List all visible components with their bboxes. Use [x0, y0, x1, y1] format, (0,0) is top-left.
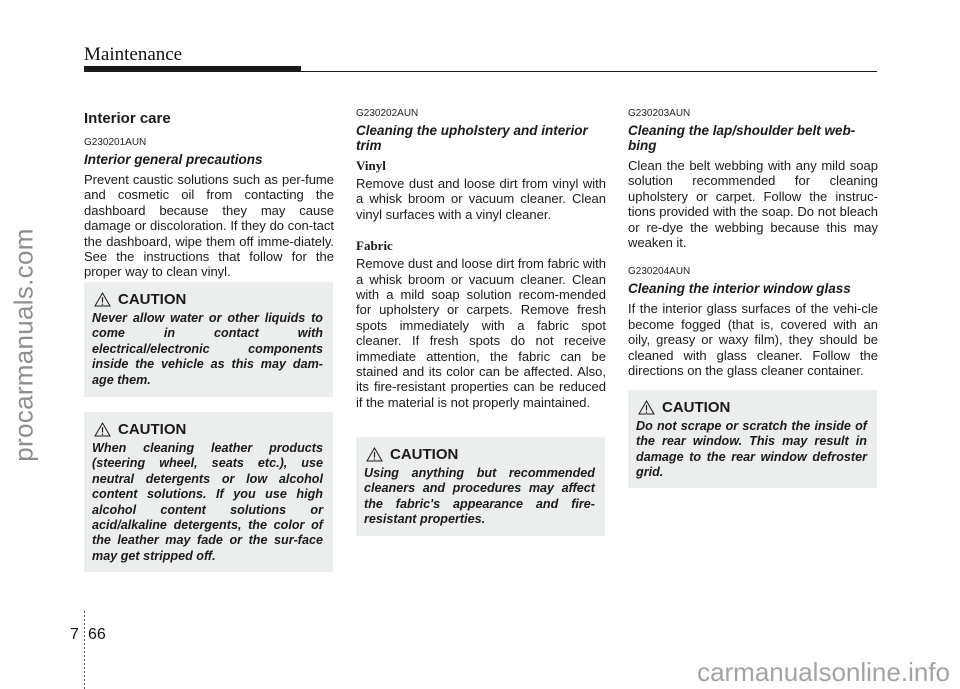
watermark-left: [0, 0, 48, 689]
warning-triangle-icon: [638, 400, 655, 415]
caution-text: When cleaning leather products (steering wheel, seats etc.), use neutral detergents or low alcohol content solutions. If you use high alcohol content solutions or acid/alkaline detergents, the color of the leather may fade or the sur-face may get stripped off.: [92, 441, 323, 563]
paragraph: Prevent caustic solutions such as per-fume and cosmetic oil from contacting the dashboard because they may cause damage or discoloration. If they do con-tact the dashboard, wipe them off imme-diately. See the instructions that follow for the proper way to clean vinyl.: [84, 172, 334, 280]
header-title: Maintenance: [84, 44, 183, 65]
caution-box: [628, 390, 877, 488]
watermark-bottom: carmanualsonline.info: [697, 657, 950, 687]
caution-header: [636, 398, 867, 416]
caution-text: Using anything but recommended cleaners and procedures may affect the fabric's appearance and fire-resistant properties.: [364, 466, 595, 527]
section-code: G230201AUN: [84, 137, 147, 148]
header-bar: [84, 66, 301, 72]
caution-title: CAUTION: [118, 420, 187, 438]
subheading: Cleaning the interior window glass: [628, 281, 851, 297]
spacer: [356, 222, 606, 238]
paragraph: Remove dust and loose dirt from vinyl with a whisk broom or vacuum cleaner. Clean vinyl surfaces with a vinyl cleaner.: [356, 176, 606, 222]
caution-header: [92, 290, 323, 308]
section-code: G230204AUN: [628, 266, 691, 278]
caution-box: [84, 412, 333, 572]
warning-triangle-icon: [94, 292, 111, 307]
caution-box: [84, 282, 333, 397]
footer-rule: [84, 611, 85, 689]
warning-triangle-icon: [366, 447, 383, 462]
subheading: Cleaning the upholstery and interior trim: [356, 123, 588, 153]
column-2: [356, 108, 606, 410]
watermark-left-text: procarmanuals.com: [8, 228, 39, 462]
label-vinyl: Vinyl: [356, 158, 386, 173]
label-fabric: Fabric: [356, 238, 393, 254]
caution-title: CAUTION: [118, 290, 187, 308]
caution-text: Do not scrape or scratch the inside of the rear window. This may result in damage to the rear window defroster grid.: [636, 419, 867, 480]
column-3: [628, 108, 878, 378]
footer-page-number: 66: [88, 626, 106, 643]
section-code: G230202AUN: [356, 108, 419, 119]
warning-triangle-icon: [94, 422, 111, 437]
column-1: [84, 108, 334, 280]
header-rule: [301, 71, 877, 72]
caution-box: [356, 437, 605, 536]
subheading: Interior general precautions: [84, 152, 263, 167]
paragraph: If the interior glass surfaces of the vehi-cle become fogged (that is, covered with an oily, greasy or waxy film), they should be cleaned with glass cleaner. Follow the directions on the glass cleaner container.: [628, 301, 878, 379]
caution-text: Never allow water or other liquids to come in contact with electrical/electronic components inside the vehicle as this may dam-age them.: [92, 311, 323, 387]
caution-title: CAUTION: [662, 398, 731, 416]
subheading: Cleaning the lap/shoulder belt web-bing: [628, 123, 856, 153]
caution-header: [364, 445, 595, 463]
section-code: G230203AUN: [628, 108, 691, 119]
paragraph: Remove dust and loose dirt from fabric with a whisk broom or vacuum cleaner. Clean with a mild soap solution recom-mended for upholstery or carpets. Remove fresh spots immediately with a fabric spot cleaner. If fresh spots do not receive immediate attention, the fabric can be stained and its color can be affected. Also, its fire-resistant properties can be reduced if the material is not properly maintained.: [356, 256, 606, 410]
caution-title: CAUTION: [390, 445, 459, 463]
spacer: [628, 250, 878, 266]
paragraph: Clean the belt webbing with any mild soap solution recommended for cleaning upholstery or carpet. Follow the instruc-tions provided with the soap. Do not bleach or re-dye the webbing because this may weaken it.: [628, 158, 878, 251]
section-title: Interior care: [84, 110, 171, 127]
footer-chapter: 7: [70, 626, 79, 643]
caution-header: [92, 420, 323, 438]
